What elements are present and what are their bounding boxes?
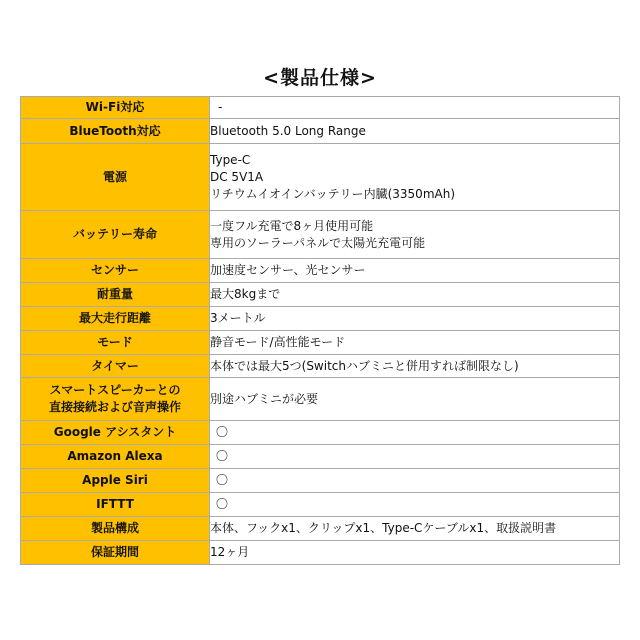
- row-label: 電源: [21, 144, 210, 211]
- table-row: [21, 144, 620, 211]
- table-row: [21, 445, 620, 469]
- table-row: [21, 283, 620, 307]
- row-label: 製品構成: [21, 517, 210, 541]
- table-row: [21, 469, 620, 493]
- row-value: -: [210, 97, 620, 119]
- table-row: [21, 517, 620, 541]
- table-row: [21, 119, 620, 144]
- row-value: 〇: [210, 421, 620, 445]
- row-value: 〇: [210, 445, 620, 469]
- row-value: 12ヶ月: [210, 541, 620, 565]
- row-value: 本体では最大5つ(Switchハブミニと併用すれば制限なし): [210, 355, 620, 378]
- row-value: 最大8kgまで: [210, 283, 620, 307]
- table-row: [21, 493, 620, 517]
- page-title: <製品仕様>: [263, 67, 377, 89]
- table-row: [21, 355, 620, 378]
- row-label: 保証期間: [21, 541, 210, 565]
- table-row: [21, 378, 620, 421]
- row-label: モード: [21, 331, 210, 355]
- row-value: Bluetooth 5.0 Long Range: [210, 119, 620, 144]
- row-label: IFTTT: [21, 493, 210, 517]
- row-label: 最大走行距離: [21, 307, 210, 331]
- row-label: Google アシスタント: [21, 421, 210, 445]
- row-label: タイマー: [21, 355, 210, 378]
- row-value: 本体、フックx1、クリップx1、Type-Cケーブルx1、取扱説明書: [210, 517, 620, 541]
- row-label: センサー: [21, 259, 210, 283]
- table-row: [21, 541, 620, 565]
- row-label: Wi-Fi対応: [21, 97, 210, 119]
- row-value: 3メートル: [210, 307, 620, 331]
- row-label: Amazon Alexa: [21, 445, 210, 469]
- row-value: 〇: [210, 493, 620, 517]
- table-row: [21, 259, 620, 283]
- row-value: 〇: [210, 469, 620, 493]
- row-label: バッテリー寿命: [21, 211, 210, 259]
- row-value: Type-C DC 5V1A リチウムイオインバッテリー内臓(3350mAh): [210, 144, 620, 211]
- row-value: 一度フル充電で8ヶ月使用可能 専用のソーラーパネルで太陽光充電可能: [210, 211, 620, 259]
- table-row: [21, 97, 620, 119]
- row-label: BlueTooth対応: [21, 119, 210, 144]
- row-value: 静音モード/高性能モード: [210, 331, 620, 355]
- table-row: [21, 307, 620, 331]
- row-label: Apple Siri: [21, 469, 210, 493]
- row-value: 別途ハブミニが必要: [210, 378, 620, 421]
- table-row: [21, 211, 620, 259]
- row-label: スマートスピーカーとの 直接接続および音声操作: [21, 378, 210, 421]
- spec-table: [20, 96, 620, 565]
- table-row: [21, 421, 620, 445]
- table-row: [21, 331, 620, 355]
- row-value: 加速度センサー、光センサー: [210, 259, 620, 283]
- row-label: 耐重量: [21, 283, 210, 307]
